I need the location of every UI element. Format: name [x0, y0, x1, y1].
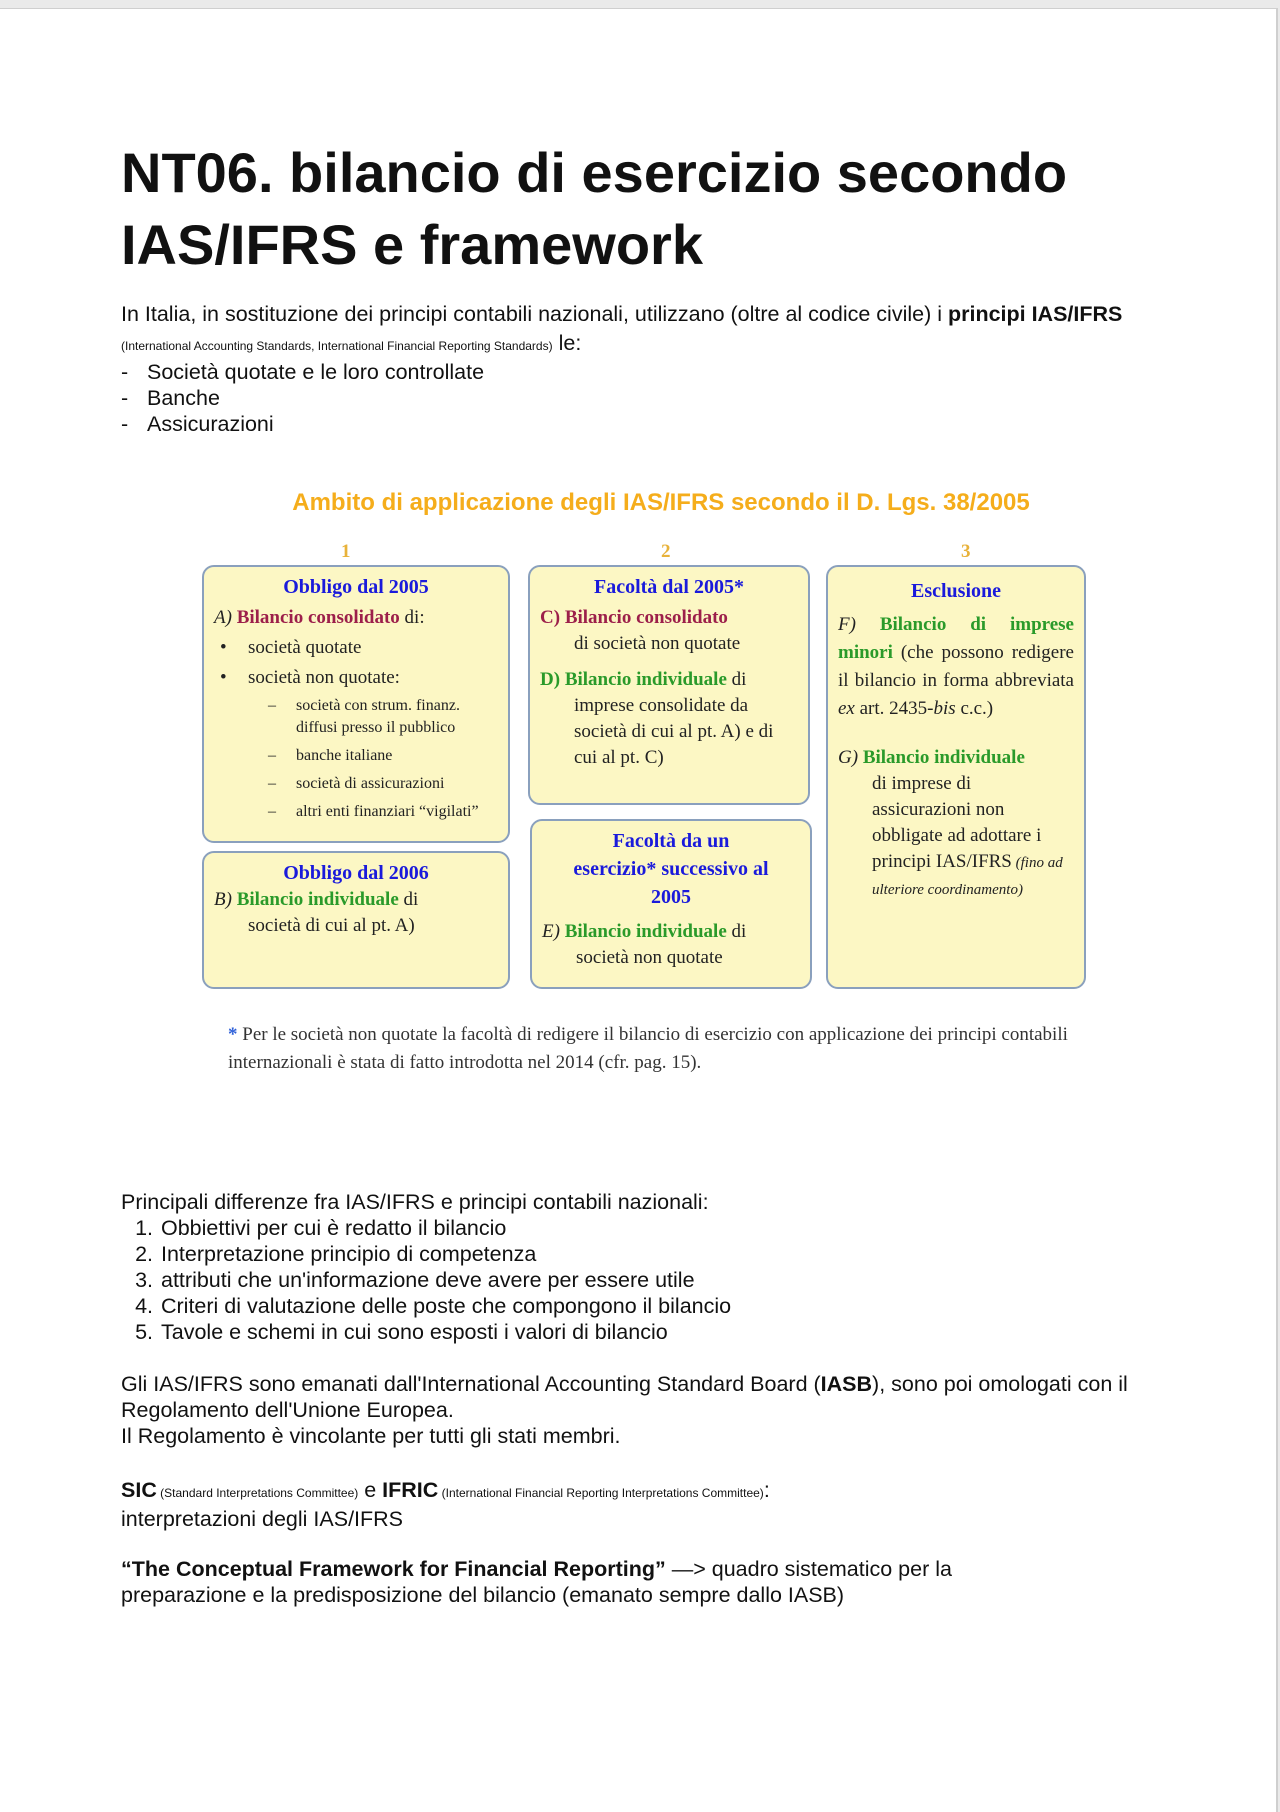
iasb-text-part: Gli IAS/IFRS sono emanati dall'International Accounting Standard Board ( [121, 1372, 821, 1396]
column-number: 3 [961, 541, 971, 562]
item-italic: (fino ad ulteriore coordinamento) [872, 855, 1063, 898]
figure-title: Ambito di applicazione degli IAS/IFRS secondo il D. Lgs. 38/2005 [292, 489, 1030, 516]
list-item: – banche italiane [296, 745, 498, 767]
differences-list [121, 1215, 1141, 1345]
item-b [214, 887, 498, 913]
box-heading: Esclusione [910, 580, 1002, 602]
list-item: 1. Obbiettivi per cui è redatto il bilancio [159, 1215, 1141, 1241]
item-prefix: G) [838, 747, 863, 768]
intro-paragraph [121, 301, 1141, 437]
item-prefix: D) [540, 669, 565, 690]
intro-text [121, 301, 1141, 359]
item-c-line2: di società non quotate [574, 633, 741, 654]
framework-bold: “The Conceptual Framework for Financial Reporting” [121, 1557, 666, 1581]
item-rest: di imprese di assicurazioni non obbligate ad adottare i principi IAS/IFRS [872, 773, 1042, 872]
ifric-small: (International Financial Reporting Interpretations Committee) [438, 1486, 764, 1500]
list-item: • società quotate [248, 635, 498, 661]
item-rest: art. 2435- [854, 698, 934, 719]
footnote-text: Per le società non quotate la facoltà di redigere il bilancio di esercizio con applicazione dei principi contabili internazionali è stata di fatto introdotta nel 2014 (cfr. pag. 15). [228, 1024, 1068, 1073]
list-item: 3. attributi che un'informazione deve avere per essere utile [159, 1267, 1141, 1293]
list-item: – società con strum. finanz. diffusi presso il pubblico [296, 695, 498, 739]
box-facolta-esercizio-successivo [530, 819, 812, 989]
item-bold: Bilancio consolidato [236, 607, 400, 628]
item-rest: di [726, 669, 747, 690]
box-esclusione [826, 565, 1086, 989]
item-prefix: C) [540, 607, 565, 628]
item-g-rest [838, 771, 1074, 903]
ias-ifrs-scope-figure [196, 479, 1126, 1099]
list-item: – altri enti finanziari “vigilati” [296, 801, 498, 823]
footnote-star: * [228, 1024, 238, 1045]
sic-ifric-text [121, 1477, 1141, 1506]
box-heading: Obbligo dal 2006 [283, 862, 429, 884]
list-item: • società non quotate: [248, 665, 498, 691]
item-rest: (che possono redigere il bilancio in forma abbreviata [838, 642, 1074, 691]
item-a [214, 605, 498, 631]
item-italic: bis [933, 698, 956, 719]
bullet-list [214, 635, 498, 691]
intro-list [121, 359, 1141, 437]
list-item: - Assicurazioni [121, 411, 1141, 437]
iasb-text-part: ), sono poi omologati con il Regolamento dell'Unione Europea. [121, 1372, 1128, 1422]
differences-section [121, 1189, 1141, 1345]
ifric-bold: IFRIC [382, 1478, 439, 1502]
iasb-text [121, 1371, 1141, 1423]
list-item: – società di assicurazioni [296, 773, 498, 795]
box-facolta-2005 [528, 565, 810, 805]
list-item: 5. Tavole e schemi in cui sono esposti i valori di bilancio [159, 1319, 1141, 1345]
page-title: NT06. bilancio di esercizio secondo IAS/IFRS e framework [121, 141, 1068, 276]
item-f [838, 611, 1074, 723]
item-bold: Bilancio individuale [862, 747, 1025, 768]
box-heading: Obbligo dal 2005 [283, 576, 429, 598]
figure-footnote [228, 1021, 1088, 1077]
iasb-line2: Il Regolamento è vincolante per tutti gli stati membri. [121, 1424, 621, 1448]
item-bold: Bilancio individuale [236, 889, 399, 910]
item-b-line2: società di cui al pt. A) [248, 915, 415, 936]
sic-bold: SIC [121, 1478, 157, 1502]
sic-line2: interpretazioni degli IAS/IFRS [121, 1507, 404, 1531]
item-prefix: F) [838, 614, 880, 635]
framework-rest: —> quadro sistematico per la preparazione e la predisposizione del bilancio (emanato sempre dallo IASB) [121, 1557, 952, 1607]
document-page [0, 8, 1278, 1812]
item-e-line2: società non quotate [576, 947, 723, 968]
item-rest: di [398, 889, 419, 910]
box-heading: Facoltà da un esercizio* successivo al 2005 [573, 830, 769, 908]
column-number: 2 [661, 541, 671, 562]
list-item: 2. Interpretazione principio di competenza [159, 1241, 1141, 1267]
item-bold: Bilancio individuale [564, 921, 727, 942]
item-italic: ex [838, 698, 855, 719]
item-bold: Bilancio consolidato [564, 607, 728, 628]
item-bold: Bilancio di imprese minori [838, 614, 1074, 663]
item-e [542, 919, 800, 945]
framework-section [121, 1556, 1061, 1608]
sic-colon: : [763, 1478, 770, 1502]
sub-list [214, 695, 498, 823]
list-item: - Società quotate e le loro controllate [121, 359, 1141, 385]
framework-text [121, 1556, 1061, 1608]
box-obbligo-2005 [202, 565, 510, 843]
item-d-lines: imprese consolidate da società di cui al pt. A) e di cui al pt. C) [574, 695, 774, 768]
item-rest: di: [399, 607, 425, 628]
iasb-section [121, 1371, 1141, 1449]
column-number: 1 [341, 541, 351, 562]
box-heading: Facoltà dal 2005* [594, 576, 744, 598]
differences-intro: Principali differenze fra IAS/IFRS e principi contabili nazionali: [121, 1190, 709, 1214]
item-bold: Bilancio individuale [564, 669, 727, 690]
intro-text-end: le: [552, 331, 582, 355]
item-prefix: B) [214, 889, 237, 910]
intro-small: (International Accounting Standards, International Financial Reporting Standards) [121, 339, 553, 353]
item-rest: di [726, 921, 747, 942]
box-obbligo-2006 [202, 851, 510, 989]
item-d [540, 667, 798, 693]
item-g [838, 745, 1074, 771]
item-c [540, 605, 798, 631]
sic-small: (Standard Interpretations Committee) [156, 1486, 359, 1500]
sic-conjunction: e [358, 1478, 383, 1502]
intro-text-part: In Italia, in sostituzione dei principi contabili nazionali, utilizzano (oltre al codice civile) i [121, 302, 948, 326]
item-prefix: A) [214, 607, 237, 628]
intro-bold: principi IAS/IFRS [947, 302, 1123, 326]
iasb-bold: IASB [820, 1372, 873, 1396]
item-prefix: E) [542, 921, 565, 942]
list-item: 4. Criteri di valutazione delle poste che compongono il bilancio [159, 1293, 1141, 1319]
item-rest: c.c.) [955, 698, 994, 719]
list-item: - Banche [121, 385, 1141, 411]
sic-ifric-section [121, 1477, 1141, 1532]
